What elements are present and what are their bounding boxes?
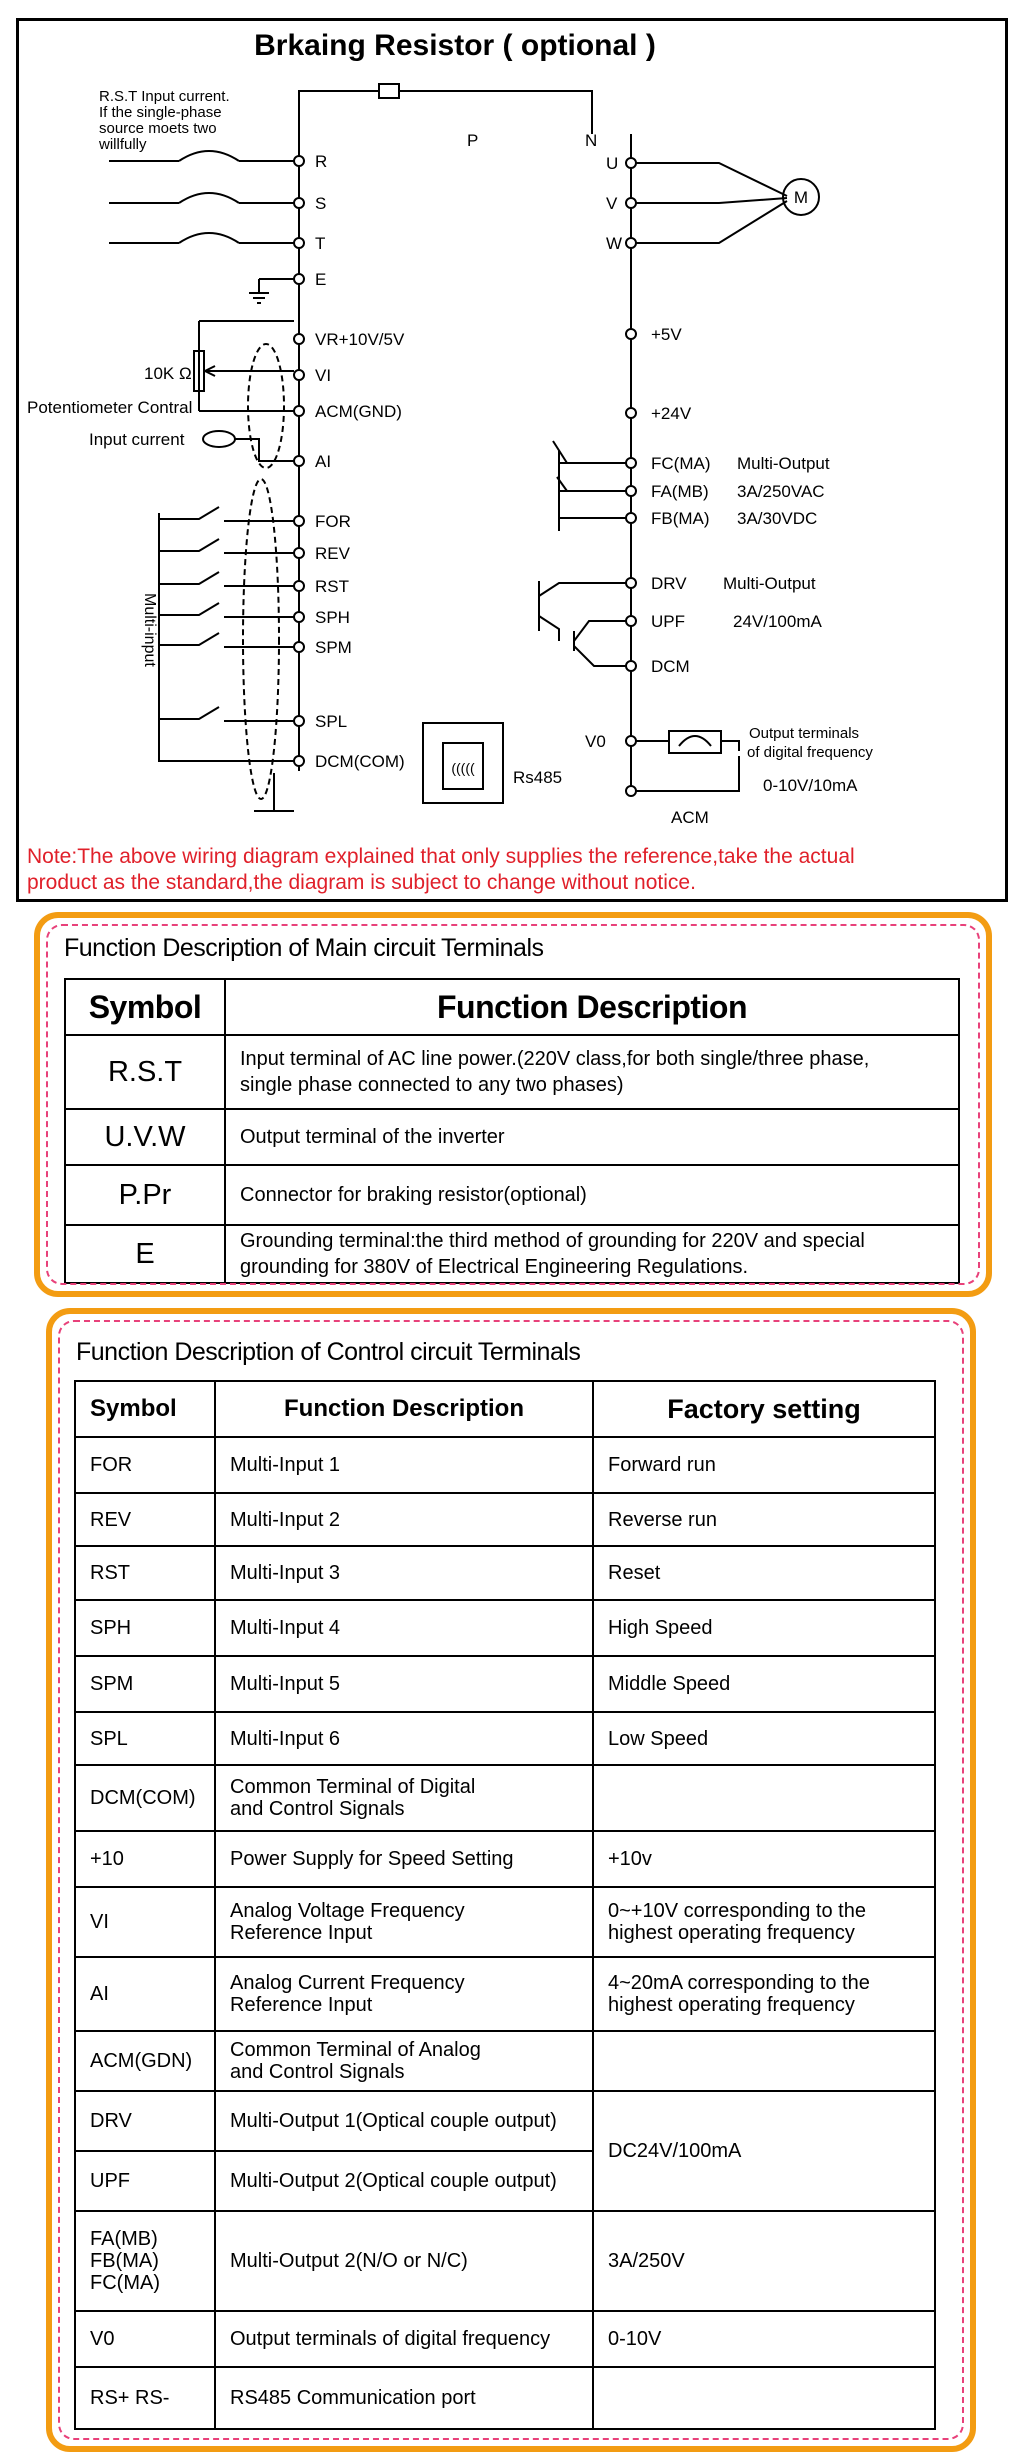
symbol-line: FOR (90, 1454, 133, 1476)
oc-note: Multi-Output (723, 574, 816, 593)
symbol-line: V0 (90, 2328, 115, 2350)
n-label: N (585, 131, 598, 150)
input-note-1: R.S.T Input current. (99, 88, 230, 105)
description-line: Connector for braking resistor(optional) (240, 1184, 587, 1206)
description-line: Multi-Input 6 (230, 1727, 341, 1750)
symbol-cell (75, 1600, 215, 1656)
description-line: Grounding terminal:the third method of grounding for 220V and special (240, 1230, 865, 1252)
description-line: RS485 Communication port (230, 2387, 476, 2409)
motor-terminal-u: U (606, 154, 619, 173)
factory-setting-cell (593, 1831, 935, 1887)
factory-setting-cell (593, 2031, 935, 2091)
description-line: Power Supply for Speed Setting (230, 1848, 514, 1870)
description-line: Reference Input (230, 1922, 373, 1944)
description-line: Analog Voltage Frequency (230, 1900, 465, 1922)
symbol-line: UPF (90, 2170, 130, 2192)
description-cell (225, 1109, 959, 1165)
symbol-line: SPL (90, 1727, 128, 1750)
symbol-line: DCM(COM) (90, 1787, 196, 1809)
table-row (75, 2311, 935, 2367)
left-terminal-labels (315, 152, 405, 771)
motor-terminal-w: W (606, 234, 623, 253)
terminal-label: SPM (315, 638, 352, 657)
symbol-cell (75, 1765, 215, 1831)
input-note-2: If the single-phase (99, 104, 222, 121)
description-line: Multi-Input 5 (230, 1673, 341, 1695)
setting-line: +10v (608, 1848, 652, 1870)
description-line: Multi-Input 4 (230, 1617, 341, 1639)
relay-note: 3A/30VDC (737, 509, 818, 528)
table-row (75, 1957, 935, 2031)
oc-note: 24V/100mA (733, 612, 822, 631)
factory-setting-cell (593, 1712, 935, 1765)
description-line: Input terminal of AC line power.(220V class,for both single/three phase, (240, 1048, 870, 1070)
setting-line: 4~20mA corresponding to the (608, 1972, 870, 1994)
factory-setting-cell (593, 1887, 935, 1957)
freq-note: of digital frequency (747, 744, 873, 761)
col-symbol: Symbol (65, 979, 225, 1035)
col-function: Function Description (225, 979, 959, 1035)
description-cell (215, 2311, 593, 2367)
description-cell (215, 1493, 593, 1546)
input-note-3: source moets two (99, 120, 217, 137)
symbol-cell (75, 2031, 215, 2091)
symbol-line: REV (90, 1508, 132, 1531)
input-note-4: willfully (99, 136, 147, 153)
description-cell (215, 2091, 593, 2151)
plus5v-label: +5V (651, 325, 682, 344)
main-circuit-table (64, 978, 960, 1284)
description-cell (215, 2211, 593, 2311)
symbol-cell (75, 2151, 215, 2211)
table-row (65, 1035, 959, 1109)
symbol-line: FC(MA) (90, 2272, 160, 2294)
symbol-line: ACM(GDN) (90, 2050, 193, 2072)
relay-terminal: FB(MA) (651, 509, 710, 528)
resistor-label: 10K Ω (144, 364, 192, 383)
setting-line: highest operating frequency (608, 1994, 855, 2016)
symbol-cell: E (65, 1225, 225, 1283)
terminal-label: S (315, 194, 327, 213)
diagram-title: Brkaing Resistor ( optional ) (254, 29, 656, 62)
description-line: Common Terminal of Analog (230, 2039, 481, 2061)
control-circuit-panel (46, 1308, 976, 2452)
note-line-1: Note:The above wiring diagram explained that only supplies the reference,take the actual (27, 845, 855, 868)
freq-note: 0-10V/10mA (763, 776, 858, 795)
setting-line: 0~+10V corresponding to the (608, 1900, 866, 1922)
setting-line: 3A/250V (608, 2250, 685, 2272)
description-line: Reference Input (230, 1994, 373, 2016)
symbol-cell (75, 1437, 215, 1493)
description-line: Multi-Input 2 (230, 1508, 341, 1531)
description-line: Multi-Input 3 (230, 1562, 341, 1584)
table-row (75, 1887, 935, 1957)
symbol-cell (75, 2211, 215, 2311)
description-line: Multi-Output 2(N/O or N/C) (230, 2250, 468, 2272)
table-row (75, 2031, 935, 2091)
main-circuit-rows (65, 1035, 959, 1283)
p-label: P (467, 131, 479, 150)
terminal-label: R (315, 152, 328, 171)
setting-line: High Speed (608, 1617, 713, 1639)
terminal-label: T (315, 234, 326, 253)
setting-line: Reset (608, 1562, 661, 1584)
factory-setting-cell (593, 1437, 935, 1493)
description-cell (225, 1225, 959, 1283)
table-row (75, 2091, 935, 2151)
table-row (75, 2211, 935, 2311)
symbol-line: RS+ RS- (90, 2387, 170, 2409)
table-row (75, 1765, 935, 1831)
table-row (75, 1712, 935, 1765)
setting-line: Middle Speed (608, 1673, 731, 1695)
terminal-label: E (315, 270, 327, 289)
wiring-diagram (16, 18, 1008, 902)
description-line: grounding for 380V of Electrical Engineering Regulations. (240, 1256, 749, 1278)
setting-line: Low Speed (608, 1727, 709, 1750)
plus24v-label: +24V (651, 404, 692, 423)
input-current-label: Input current (89, 430, 185, 449)
col-symbol: Symbol (75, 1381, 215, 1437)
terminal-label: SPH (315, 608, 350, 627)
description-line: Multi-Input 1 (230, 1454, 341, 1476)
terminal-label: SPL (315, 712, 348, 731)
note-line-2: product as the standard,the diagram is subject to change without notice. (27, 871, 696, 894)
acm-label: ACM (671, 808, 709, 827)
factory-setting-cell (593, 2091, 935, 2211)
factory-setting-cell (593, 2211, 935, 2311)
relay-terminal: FC(MA) (651, 454, 711, 473)
description-cell (215, 1831, 593, 1887)
symbol-cell: P.Pr (65, 1165, 225, 1225)
description-cell (215, 1887, 593, 1957)
symbol-cell: U.V.W (65, 1109, 225, 1165)
symbol-line: +10 (90, 1848, 124, 1870)
multi-input-label: Multi-input (141, 593, 158, 667)
symbol-cell (75, 2311, 215, 2367)
symbol-cell (75, 1887, 215, 1957)
description-line: Output terminals of digital frequency (230, 2328, 551, 2350)
table-row (75, 1546, 935, 1600)
description-cell (215, 1957, 593, 2031)
control-circuit-table (74, 1380, 936, 2430)
terminal-label: VR+10V/5V (315, 330, 405, 349)
freq-note: Output terminals (749, 725, 860, 742)
motor-terminal-v: V (606, 194, 618, 213)
description-line: Multi-Output 2(Optical couple output) (230, 2170, 557, 2192)
relay-terminal: FA(MB) (651, 482, 709, 501)
setting-line: Reverse run (608, 1508, 717, 1531)
factory-setting-cell (593, 1656, 935, 1712)
main-circuit-title: Function Description of Main circuit Terminals (64, 934, 544, 962)
description-cell (215, 1656, 593, 1712)
description-cell (225, 1165, 959, 1225)
factory-setting-cell (593, 1765, 935, 1831)
symbol-line: SPM (90, 1673, 134, 1695)
symbol-cell (75, 1546, 215, 1600)
table-row (75, 1656, 935, 1712)
main-circuit-panel (34, 912, 992, 1297)
factory-setting-cell (593, 2367, 935, 2429)
symbol-line: VI (90, 1911, 109, 1933)
description-cell (215, 2031, 593, 2091)
setting-line: 0-10V (608, 2328, 662, 2350)
symbol-line: AI (90, 1983, 109, 2005)
symbol-cell (75, 1957, 215, 2031)
factory-setting-cell (593, 1493, 935, 1546)
description-line: Common Terminal of Digital (230, 1776, 476, 1798)
symbol-cell (75, 1656, 215, 1712)
symbol-line: RST (90, 1562, 130, 1584)
terminal-label: ACM(GND) (315, 402, 402, 421)
description-cell (215, 2367, 593, 2429)
factory-setting-cell (593, 1600, 935, 1656)
description-line: and Control Signals (230, 1798, 405, 1820)
terminal-label: VI (315, 366, 332, 385)
motor-label: M (793, 188, 809, 207)
symbol-cell (75, 1493, 215, 1546)
description-cell (215, 1437, 593, 1493)
control-circuit-title: Function Description of Control circuit Terminals (76, 1338, 581, 1366)
col-factory-setting: Factory setting (593, 1381, 935, 1437)
col-function: Function Description (215, 1381, 593, 1437)
control-circuit-rows (75, 1437, 935, 2429)
symbol-line: FA(MB) (90, 2228, 158, 2250)
table-row (75, 1437, 935, 1493)
setting-line: Forward run (608, 1454, 716, 1476)
description-cell (215, 1712, 593, 1765)
v0-label: V0 (585, 732, 606, 751)
description-cell (215, 2151, 593, 2211)
oc-terminal: DRV (651, 574, 687, 593)
factory-setting-cell (593, 2311, 935, 2367)
symbol-cell (75, 2367, 215, 2429)
description-line: and Control Signals (230, 2061, 405, 2083)
terminal-label: AI (315, 452, 332, 471)
terminal-label: FOR (315, 512, 351, 531)
terminal-label: RST (315, 577, 349, 596)
rs485-icon: ((((( (451, 760, 475, 776)
description-cell (225, 1035, 959, 1109)
factory-setting-cell (593, 1957, 935, 2031)
symbol-line: FB(MA) (90, 2250, 159, 2272)
description-cell (215, 1546, 593, 1600)
table-row (75, 1831, 935, 1887)
symbol-cell (75, 2091, 215, 2151)
oc-terminal: DCM (651, 657, 690, 676)
symbol-cell: R.S.T (65, 1035, 225, 1109)
relay-note: 3A/250VAC (737, 482, 825, 501)
terminal-label: REV (315, 544, 350, 563)
symbol-line: DRV (90, 2110, 132, 2132)
relay-note: Multi-Output (737, 454, 830, 473)
table-row (75, 2367, 935, 2429)
description-line: Multi-Output 1(Optical couple output) (230, 2110, 557, 2132)
table-row (75, 1600, 935, 1656)
wiring-svg (19, 21, 1005, 899)
rs485-label: Rs485 (513, 768, 563, 787)
table-row (65, 1225, 959, 1283)
description-line: single phase connected to any two phases) (240, 1074, 624, 1096)
description-line: Output terminal of the inverter (240, 1126, 505, 1148)
symbol-line: SPH (90, 1617, 132, 1639)
description-line: Analog Current Frequency (230, 1972, 465, 1994)
setting-line: DC24V/100mA (608, 2140, 742, 2162)
setting-line: highest operating frequency (608, 1922, 855, 1944)
description-cell (215, 1765, 593, 1831)
symbol-cell (75, 1712, 215, 1765)
table-row (75, 1493, 935, 1546)
description-cell (215, 1600, 593, 1656)
table-row (65, 1109, 959, 1165)
symbol-cell (75, 1831, 215, 1887)
factory-setting-cell (593, 1546, 935, 1600)
terminal-label: DCM(COM) (315, 752, 405, 771)
potentiometer-label: Potentiometer Contral (27, 398, 193, 417)
oc-terminal: UPF (651, 612, 685, 631)
table-row (65, 1165, 959, 1225)
braking-resistor (379, 84, 399, 98)
